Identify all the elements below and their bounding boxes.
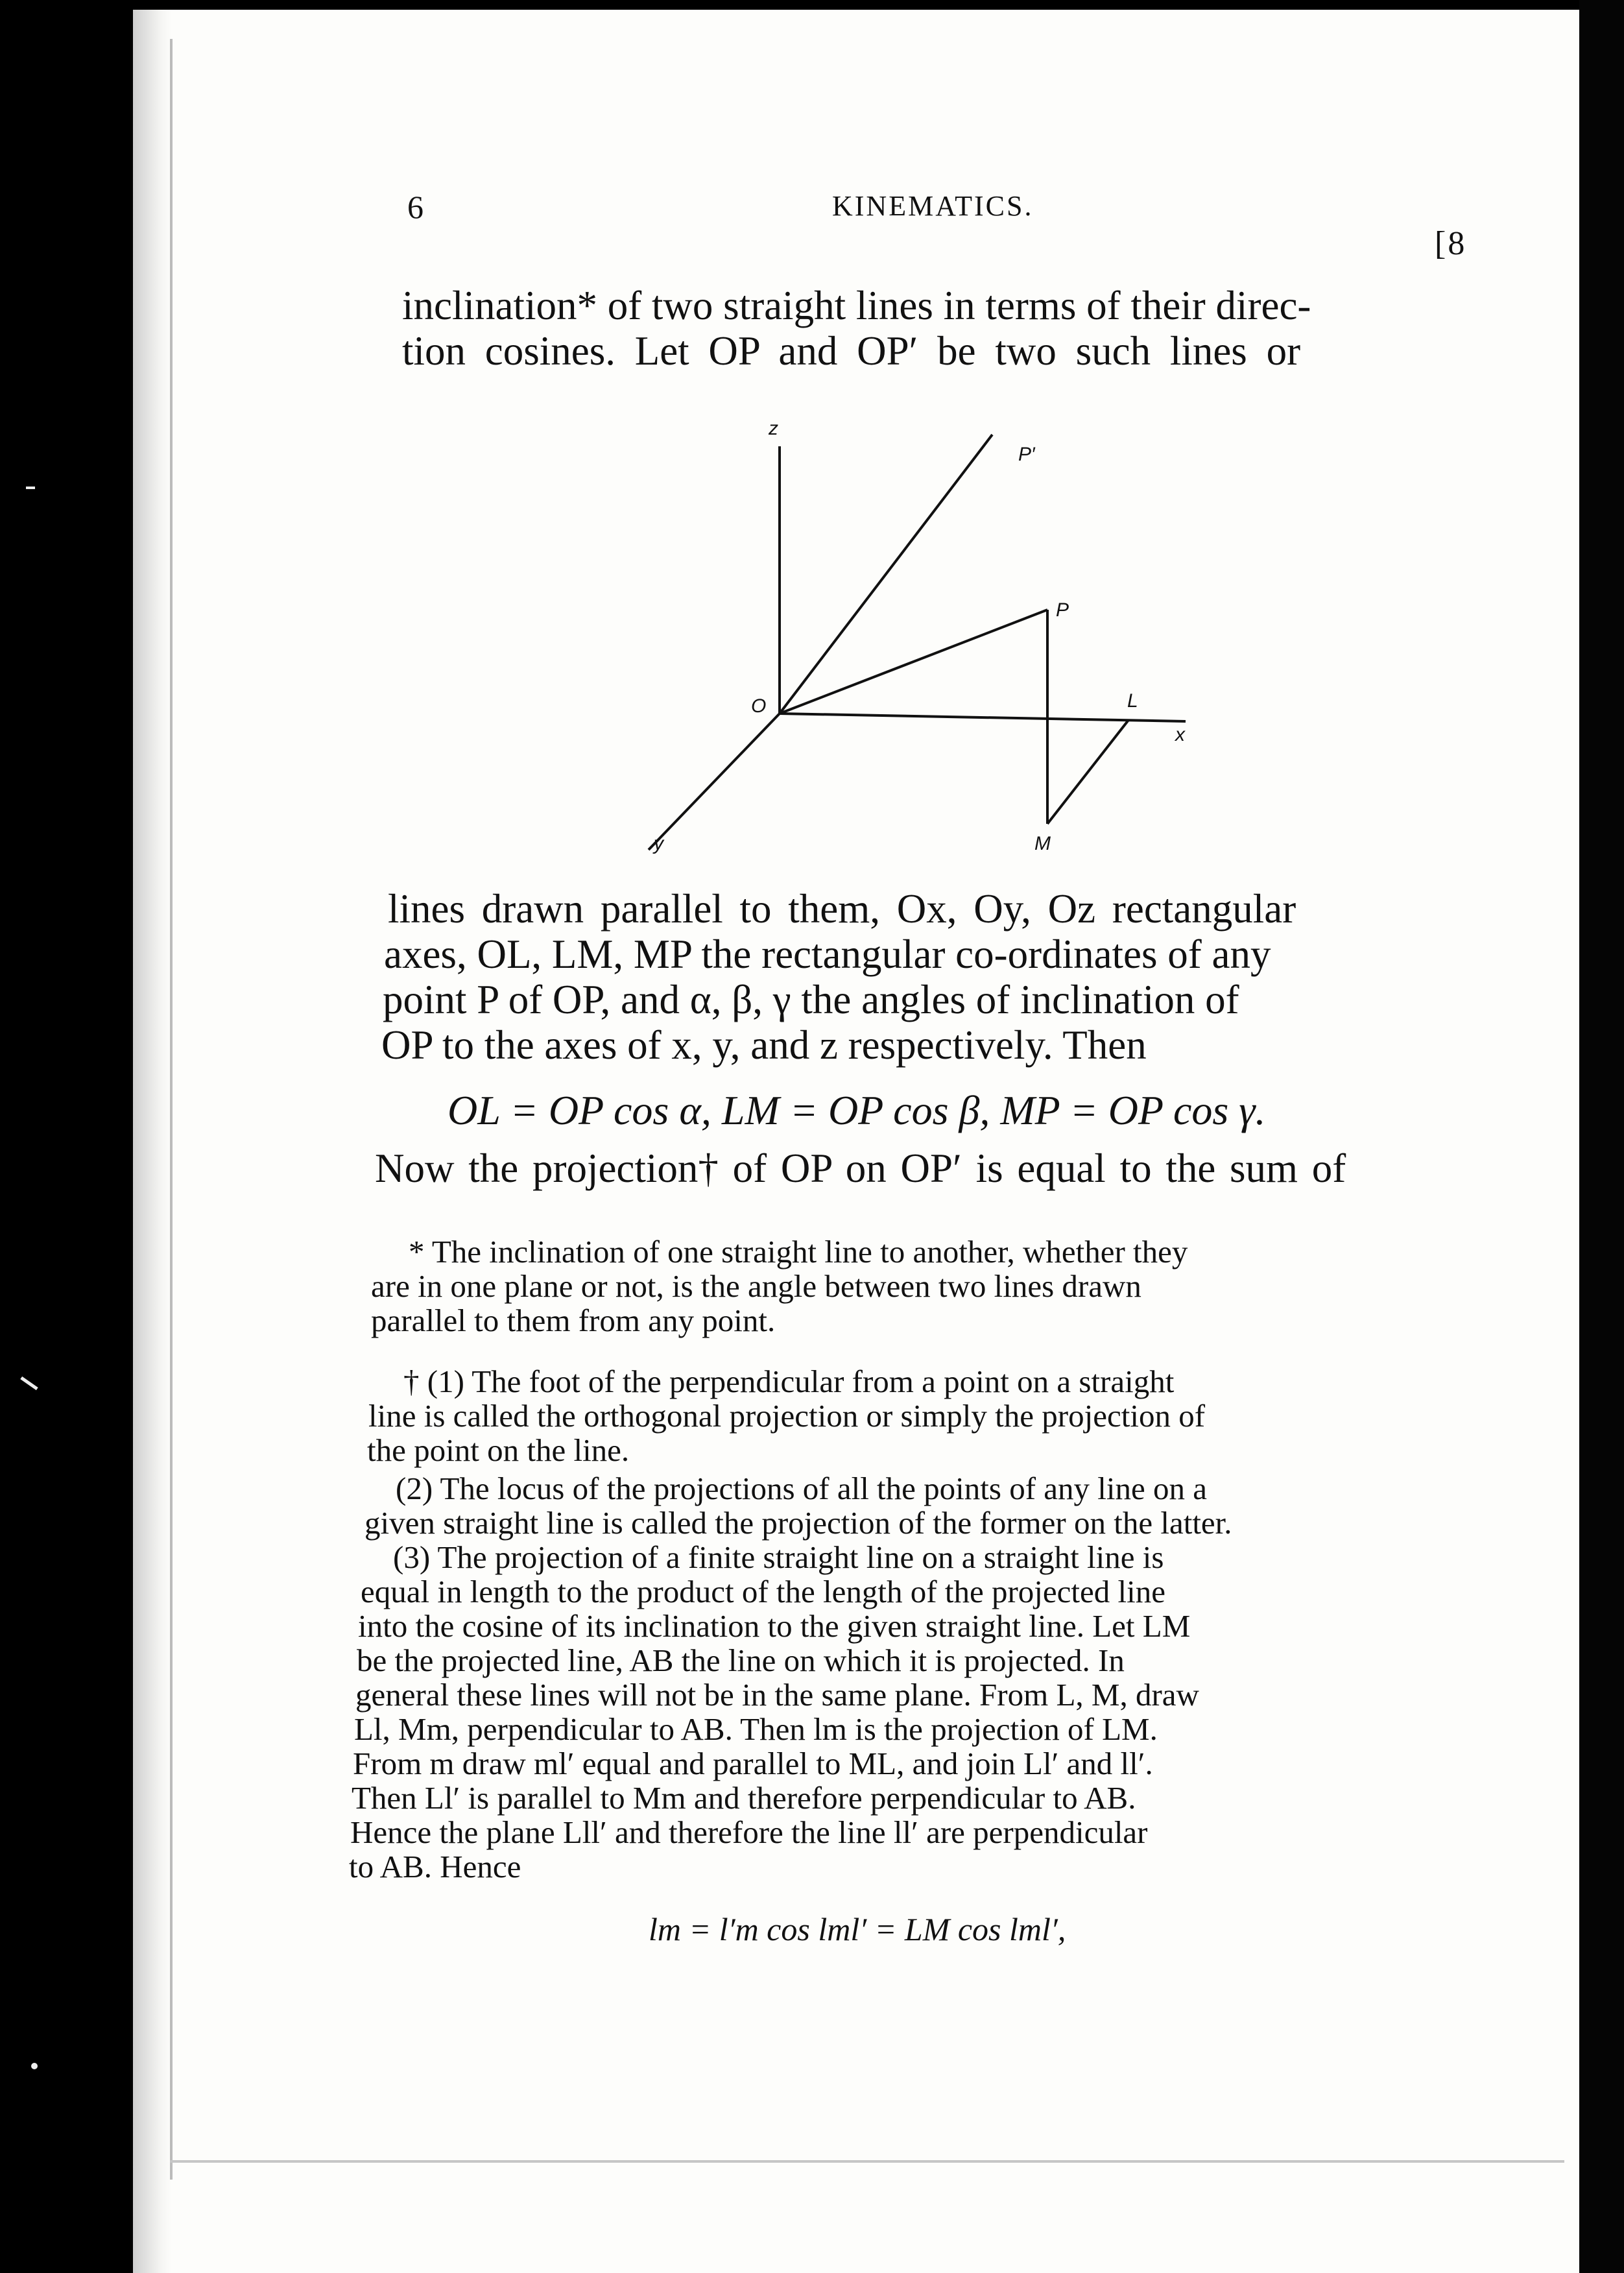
margin-speck (20, 1377, 38, 1390)
equation-projection: lm = l′m cos lml′ = LM cos lml′, (649, 1911, 1066, 1947)
body-line: axes, OL, LM, MP the rectangular co-ordinates of any (384, 932, 1271, 977)
body-line: tion cosines. Let OP and OP′ be two such lines or (402, 328, 1301, 374)
y-axis (649, 714, 780, 850)
x-axis (780, 714, 1186, 721)
footnote-line: general these lines will not be in the same plane. From L, M, draw (355, 1677, 1199, 1713)
footnote-line: equal in length to the product of the length of the projected line (361, 1574, 1165, 1609)
footnote-line: (3) The projection of a finite straight line on a straight line is (393, 1539, 1164, 1575)
label-p-prime: P′ (1018, 444, 1035, 465)
body-line: point P of OP, and α, β, γ the angles of inclination of (383, 977, 1239, 1022)
footnote-line: are in one plane or not, is the angle between two lines drawn (371, 1268, 1141, 1304)
page-edge-rule (170, 39, 173, 2180)
footnote-line: † (1) The foot of the perpendicular from a point on a straight (403, 1364, 1175, 1399)
body-line: inclination* of two straight lines in terms of their direc- (402, 283, 1311, 328)
footnote-line: given straight line is called the projection of the former on the latter. (364, 1505, 1232, 1541)
section-marker: [8 (1435, 225, 1467, 262)
page-bottom-rule (170, 2160, 1564, 2163)
label-y: y (654, 833, 663, 854)
label-m: M (1034, 833, 1051, 854)
label-l: L (1127, 690, 1138, 712)
line-lm (1047, 720, 1128, 824)
footnote-line: be the projected line, AB the line on which it is projected. In (357, 1642, 1125, 1678)
running-head: KINEMATICS. (832, 190, 1034, 222)
footnote-line: (2) The locus of the projections of all the points of any line on a (396, 1471, 1208, 1506)
binding-shadow (133, 10, 172, 2273)
body-line: lines drawn parallel to them, Ox, Oy, Oz rectangular (388, 886, 1296, 932)
footnote-line: to AB. Hence (349, 1849, 521, 1884)
footnote-line: the point on the line. (367, 1432, 630, 1468)
label-p: P (1056, 599, 1069, 621)
margin-speck (26, 487, 35, 489)
footnote-line: line is called the orthogonal projection or simply the projection of (368, 1398, 1206, 1434)
page-number: 6 (407, 189, 425, 225)
label-z: z (769, 418, 778, 439)
footnote-line: From m draw ml′ equal and parallel to ML, and join Ll′ and ll′. (353, 1746, 1153, 1781)
right-page-edge (1579, 0, 1624, 2273)
footnote-line: * The inclination of one straight line to another, whether they (409, 1234, 1188, 1269)
footnote-line: Ll, Mm, perpendicular to AB. Then lm is the projection of LM. (354, 1711, 1158, 1747)
margin-speck (31, 2063, 38, 2069)
label-x: x (1175, 724, 1185, 745)
equation-coordinates: OL = OP cos α, LM = OP cos β, MP = OP cos γ. (448, 1087, 1266, 1133)
footnote-line: Then Ll′ is parallel to Mm and therefore perpendicular to AB. (352, 1780, 1136, 1816)
footnote-line: into the cosine of its inclination to the given straight line. Let LM (358, 1608, 1191, 1644)
body-line: Now the projection† of OP on OP′ is equal to the sum of (375, 1146, 1346, 1191)
footnote-line: parallel to them from any point. (371, 1303, 776, 1338)
footnote-line: Hence the plane Lll′ and therefore the line ll′ are perpendicular (350, 1814, 1148, 1850)
body-line: OP to the axes of x, y, and z respectively. Then (381, 1022, 1147, 1068)
coordinate-axes-figure (623, 402, 1245, 869)
label-o: O (751, 695, 767, 717)
